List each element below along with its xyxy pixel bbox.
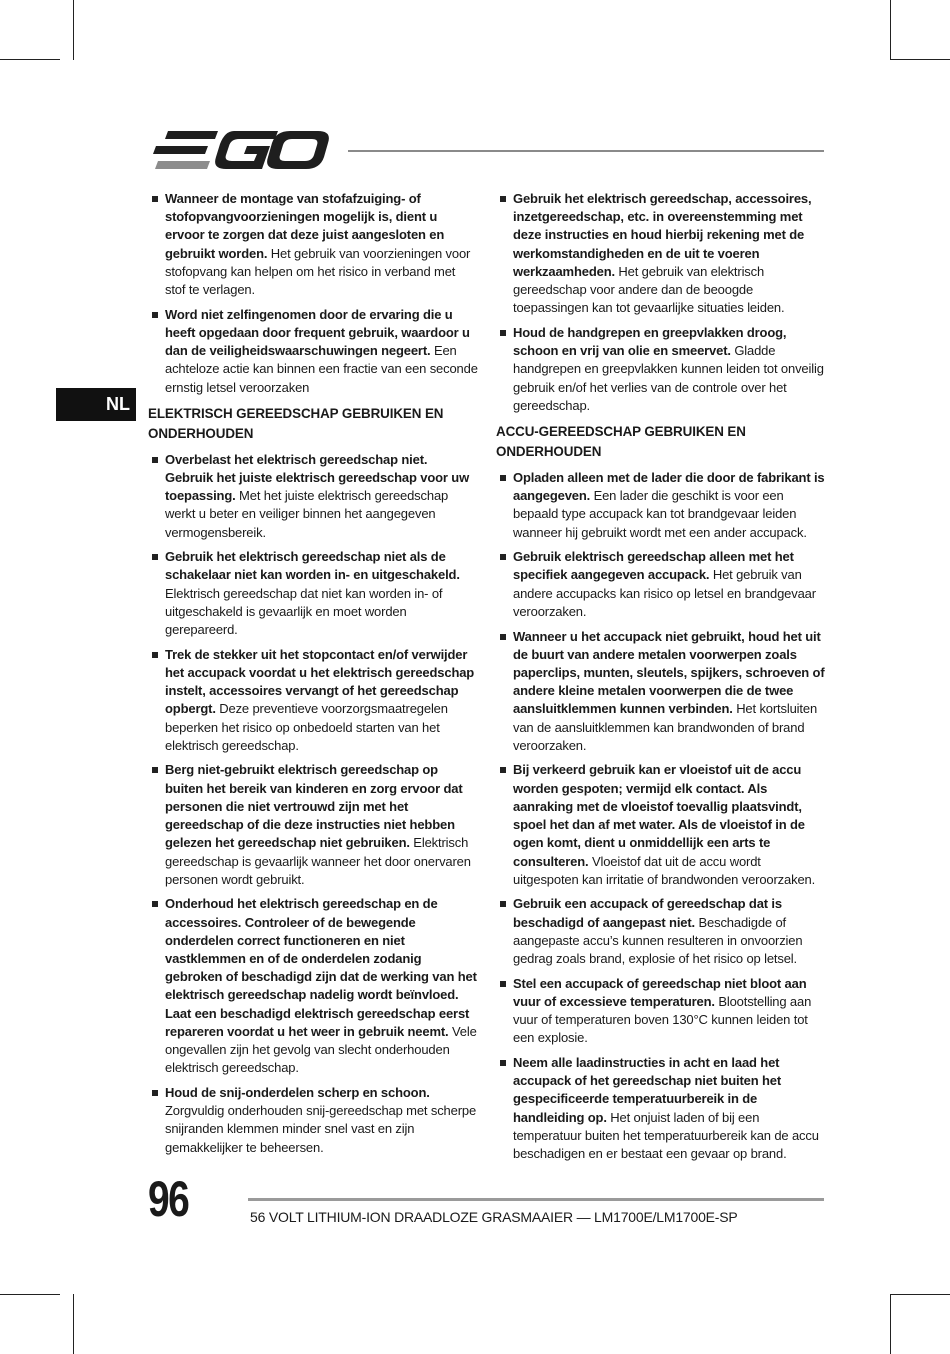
- crop-mark: [890, 59, 950, 60]
- crop-mark: [890, 1294, 950, 1295]
- footer-rule: [248, 1198, 824, 1201]
- list-item: Overbelast het elektrisch gereedschap niet. Gebruik het juiste elektrisch gereedschap voor uw toepassing. Met het juiste elektrisch gereedschap werkt u beter en veiliger binnen het aangegeven vermogensbereik.: [148, 451, 478, 542]
- list-item: Trek de stekker uit het stopcontact en/of verwijder het accupack voordat u het elektrisch gereedschap instelt, accessoires vervangt of het gereedschap opbergt. Deze preventieve voorzorgsmaatregelen beperken het risico op onbedoeld starten van het elektrisch gereedschap.: [148, 646, 478, 755]
- right-column: [496, 190, 826, 1170]
- ego-logo: [150, 130, 330, 170]
- bullet-list: [148, 190, 478, 397]
- crop-mark: [0, 59, 60, 60]
- list-item: Onderhoud het elektrisch gereedschap en de accessoires. Controleer of de bewegende onderdelen correct functioneren en niet vastklemmen en of de onderdelen zodanig gebroken of beschadigd zijn dat de werking van het elektrisch gereedschap nadelig wordt beïnvloed. Laat een beschadigd elektrisch gereedschap eerst repareren voordat u het weer in gebruik neemt. Vele ongevallen zijn het gevolg van slecht onderhouden elektrisch gereedschap.: [148, 895, 478, 1077]
- list-item: Berg niet-gebruikt elektrisch gereedschap op buiten het bereik van kinderen en zorg ervoor dat personen die niet vertrouwd zijn met het gereedschap of die deze instructies niet hebben gelezen het gereedschap niet gebruiken. Elektrisch gereedschap is gevaarlijk wanneer het door onervaren personen wordt gebruikt.: [148, 761, 478, 888]
- bullet-list: [496, 469, 826, 1163]
- list-item: Wanneer u het accupack niet gebruikt, houd het uit de buurt van andere metalen voorwerpen zoals paperclips, munten, sleutels, spijkers, schroeven of andere kleine metalen voorwerpen die de twee aansluitklemmen kunnen verbinden. Het kortsluiten van de aansluitklemmen kan brandwonden of brand veroorzaken.: [496, 628, 826, 755]
- list-item: Houd de handgrepen en greepvlakken droog, schoon en vrij van olie en smeervet. Gladde handgrepen en greepvlakken kunnen leiden tot onveilig gebruik en/of het verlies van de controle over het gereedschap.: [496, 324, 826, 415]
- crop-mark: [73, 1294, 74, 1354]
- crop-mark: [890, 0, 891, 60]
- footer-title: 56 VOLT LITHIUM-ION DRAADLOZE GRASMAAIER — LM1700E/LM1700E-SP: [250, 1209, 738, 1225]
- list-item: Stel een accupack of gereedschap niet bloot aan vuur of excessieve temperaturen. Blootstelling aan vuur of temperaturen boven 130°C kunnen leiden tot een explosie.: [496, 975, 826, 1048]
- list-item: Gebruik het elektrisch gereedschap, accessoires, inzetgereedschap, etc. in overeenstemming met deze instructies en houd hierbij rekening met de werkomstandigheden en de uit te voeren werkzaamheden. Het gebruik van elektrisch gereedschap voor andere dan de beoogde toepassingen kan tot gevaarlijke situaties leiden.: [496, 190, 826, 317]
- crop-mark: [890, 1294, 891, 1354]
- crop-mark: [73, 0, 74, 60]
- section-heading: ACCU-GEREEDSCHAP GEBRUIKEN EN ONDERHOUDEN: [496, 423, 746, 459]
- bullet-list: [148, 451, 478, 1157]
- list-item: Neem alle laadinstructies in acht en laad het accupack of het gereedschap niet buiten het gespecificeerde temperatuurbereik in de handleiding op. Het onjuist laden of bij een temperatuur buiten het temperatuurbereik kan de accu beschadigen en er bestaat een gevaar op brand.: [496, 1054, 826, 1163]
- header-rule: [348, 150, 824, 152]
- list-item: Houd de snij-onderdelen scherp en schoon. Zorgvuldig onderhouden snij-gereedschap met scherpe snijranden klemmen minder snel vast en zijn gemakkelijker te beheersen.: [148, 1084, 478, 1157]
- list-item: Gebruik elektrisch gereedschap alleen met het specifiek aangegeven accupack. Het gebruik van andere accupacks kan risico op letsel en brandgevaar veroorzaken.: [496, 548, 826, 621]
- list-item: Gebruik een accupack of gereedschap dat is beschadigd of aangepast niet. Beschadigde of aangepaste accu’s kunnen resulteren in onvoorzien gedrag zoals brand, explosie of het risico op letsel.: [496, 895, 826, 968]
- crop-mark: [0, 1294, 60, 1295]
- list-item: Word niet zelfingenomen door de ervaring die u heeft opgedaan door frequent gebruik, waardoor u dan de veiligheidswaarschuwingen negeert. Een achteloze actie kan binnen een fractie van een seconde ernstig letsel veroorzaken: [148, 306, 478, 397]
- list-item: Gebruik het elektrisch gereedschap niet als de schakelaar niet kan worden in- en uitgeschakeld. Elektrisch gereedschap dat niet kan worden in- of uitgeschakeld is gevaarlijk en moet worden gerepareerd.: [148, 548, 478, 639]
- page-number: 96: [148, 1171, 189, 1227]
- list-item: Opladen alleen met de lader die door de fabrikant is aangegeven. Een lader die geschikt is voor een bepaald type accupack kan tot brandgevaar leiden wanneer hij gebruikt wordt met een ander accupack.: [496, 469, 826, 542]
- left-column: [148, 190, 478, 1163]
- bullet-list: [496, 190, 826, 415]
- language-tab: NL: [56, 388, 136, 421]
- section-heading: ELEKTRISCH GEREEDSCHAP GEBRUIKEN EN ONDERHOUDEN: [148, 405, 444, 441]
- list-item: Wanneer de montage van stofafzuiging- of stofopvangvoorzieningen mogelijk is, dient u ervoor te zorgen dat deze juist aangesloten en gebruikt worden. Het gebruik van voorzieningen voor stofopvang kan helpen om het risico in verband met stof te verlagen.: [148, 190, 478, 299]
- list-item: Bij verkeerd gebruik kan er vloeistof uit de accu worden gespoten; vermijd elk contact. Als aanraking met de vloeistof toevallig plaatsvindt, spoel het dan af met water. Als de vloeistof in de ogen komt, dient u onmiddellijk een arts te consulteren. Vloeistof dat uit de accu wordt uitgespoten kan irritatie of brandwonden veroorzaken.: [496, 761, 826, 888]
